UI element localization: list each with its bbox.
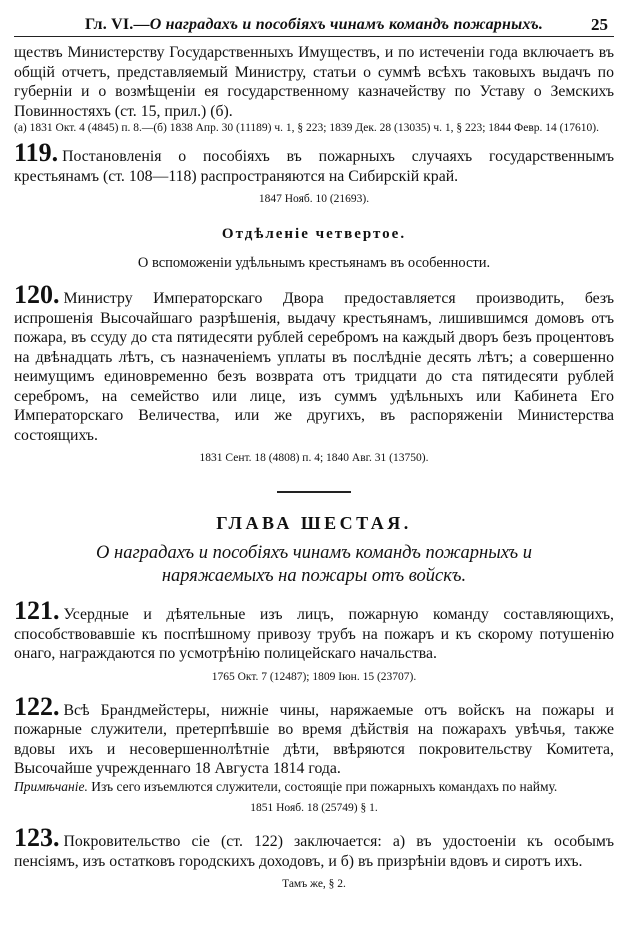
article-119-citation: 1847 Нояб. 10 (21693). [258, 193, 370, 205]
article-122-citation: 1851 Нояб. 18 (25749) § 1. [250, 802, 378, 814]
intro-references: (а) 1831 Окт. 4 (4845) п. 8.—(б) 1838 Апр. 30 (11189) ч. 1, § 223; 1839 Дек. 28 (13035) ч. 1, § 223; 1844 Февр. 14 (17610). [14, 122, 599, 134]
article-number: 120. [14, 280, 60, 309]
chapter-subtitle: О наградахъ и пособіяхъ чинамъ командъ пожарныхъ и наряжаемыхъ на пожары отъ войскъ. [96, 543, 532, 586]
chapter-label: Гл. VI.— [84, 16, 150, 33]
running-title [54, 16, 574, 34]
article-120-citation: 1831 Сент. 18 (4808) п. 4; 1840 Авг. 31 (13750). [199, 452, 429, 464]
article-120 [14, 280, 614, 445]
article-121-citation: 1765 Окт. 7 (12487); 1809 Іюн. 15 (23707). [211, 670, 417, 683]
article-text: Постановленія о пособіяхъ въ пожарныхъ случаяхъ государственнымъ крестьянамъ (ст. 108—118) распространяются на Сибирскій край. [14, 148, 614, 185]
article-text: Министру Императорскаго Двора предоставляется производить, безъ испрошенія Высочайшаго разрѣшенія, выдачу крестьянамъ, лишившимся домовъ отъ пожара, въ ссуду до ста пятидесяти рублей серебромъ на каждый дворъ безъ процентовъ на двѣнадцать лѣтъ, съ назначеніемъ уплаты въ послѣдніе десять лѣтъ; а совершенно неимущимъ единовременно безъ возврата отъ тридцати до ста пятидесяти рублей серебромъ, на семейство или лице, изъ суммъ удѣльныхъ или Кабинета Его Императорскаго Величества, или же другихъ, въ распоряженіи Министерства состоящихъ. [14, 290, 614, 444]
article-119 [14, 138, 614, 186]
page-number: 25 [591, 15, 608, 34]
section-subtitle: О вспоможеніи удѣльнымъ крестьянамъ въ особенности. [137, 255, 491, 271]
article-122 [14, 691, 614, 779]
article-number: 119. [14, 138, 59, 167]
article-123 [14, 823, 614, 871]
chapter-title-italic: О наградахъ и пособіяхъ чинамъ командъ пожарныхъ. [149, 16, 544, 33]
intro-paragraph: ществъ Министерству Государственныхъ Имуществъ, и по истеченіи года включаетъ въ общій отчетъ, представляемый Министру, статьи о суммѣ всѣхъ таковыхъ выдачъ по губерніи и о возмѣщеніи ея государственному казначейству по Уставу о Земскихъ Повинностяхъ (ст. 15, прил.) (б). [14, 44, 614, 120]
section-divider [277, 491, 351, 493]
article-text: Всѣ Брандмейстеры, нижніе чины, наряжаемые отъ войскъ на пожары и пожарные служители, претерпѣвшіе во время дѣйствія на пожарахъ увѣчья, также вдовы ихъ и несовершеннолѣтніе дѣти, ввѣряются покровительству Комитета, Высочайше учрежденнаго 18 Августа 1814 года. [14, 701, 614, 777]
note-text: Изъ сего изъемлются служители, состоящіе при пожарныхъ командахъ по найму. [91, 778, 558, 794]
article-121 [14, 596, 614, 664]
chapter-heading: ГЛАВА ШЕСТАЯ. [216, 513, 412, 533]
article-number: 122. [14, 691, 60, 721]
article-122-note [14, 779, 614, 796]
article-text: Усердные и дѣятельные изъ лицъ, пожарную команду составляющихъ, способствовавшіе къ поспѣшному привозу трубъ на пожаръ и къ скорому потушенію онаго, награждаются по усмотрѣнію полицейскаго начальства. [14, 606, 614, 662]
article-123-citation: Тамъ же, § 2. [282, 878, 346, 890]
article-number: 123. [14, 823, 60, 852]
section-title: Отдѣленіе четвертое. [221, 226, 407, 242]
article-text: Покровительство сіе (ст. 122) заключается: а) въ удостоеніи къ особымъ пенсіямъ, изъ остатковъ городскихъ доходовъ, и б) въ призрѣніи вдовъ и сиротъ ихъ. [14, 833, 614, 870]
note-label: Примѣчаніе. [14, 778, 88, 794]
article-number: 121. [14, 596, 60, 625]
running-header [14, 6, 614, 37]
